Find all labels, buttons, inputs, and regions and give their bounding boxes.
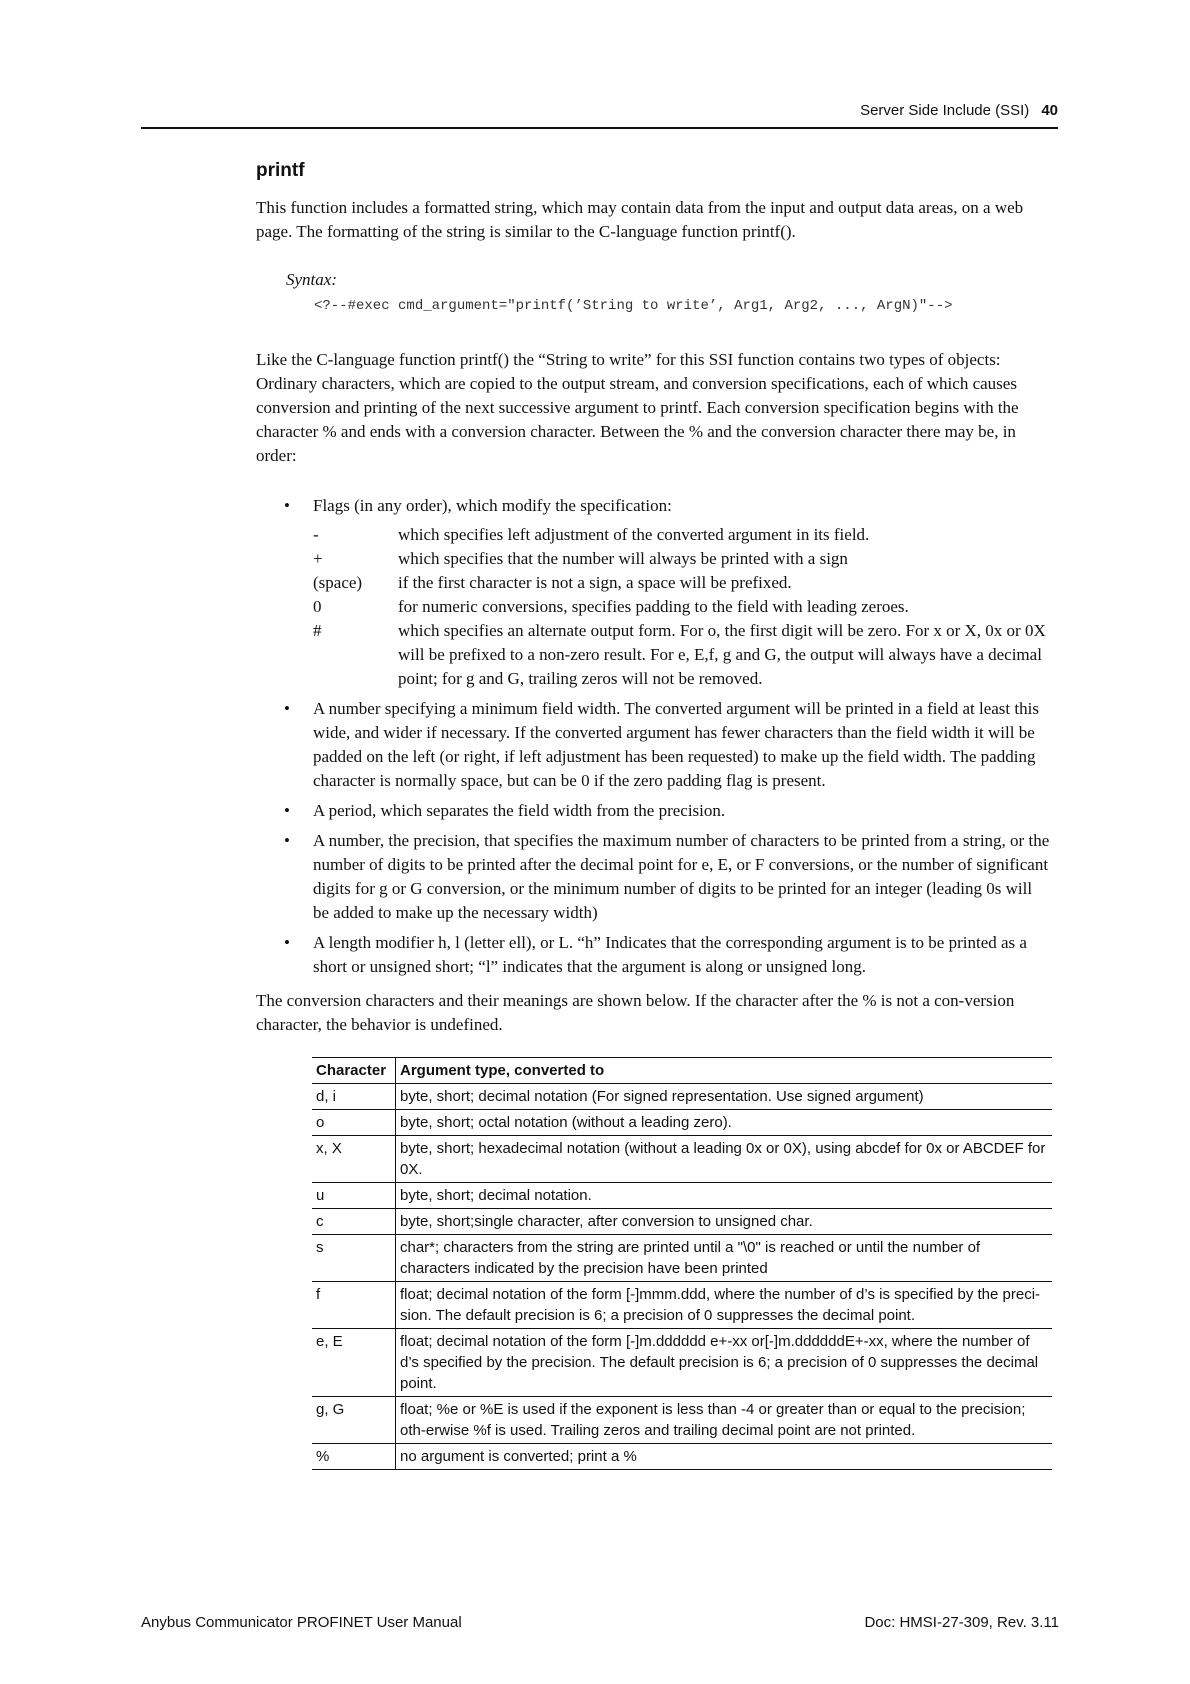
cell-character: c [312,1209,396,1235]
cell-character: d, i [312,1084,396,1110]
cell-argument-type: byte, short; decimal notation (For signed representation. Use signed argument) [396,1084,1053,1110]
running-header [860,102,1058,119]
flag-symbol: # [313,621,322,640]
specification-list [256,494,1052,979]
table-row [312,1084,1052,1110]
header-rule [141,127,1058,129]
table-header-row [312,1058,1052,1084]
bullet-text: A period, which separates the field width from the precision. [313,801,726,820]
flag-description: for numeric conversions, specifies padding to the field with leading zeroes. [398,597,909,616]
bullet-dot: • [284,699,290,718]
flag-description: which specifies an alternate output form. For o, the first digit will be zero. For x or X, 0x or 0X will be prefixed to a non-zero result. For e, E,f, g and G, the output will always have a decimal point; for g and G, trailing zeros will not be removed. [398,621,1046,688]
flag-description: if the first character is not a sign, a space will be prefixed. [398,573,792,592]
cell-argument-type: float; decimal notation of the form [-]mmm.ddd, where the number of d’s is specified by the preci-sion. The default precision is 6; a precision of 0 suppresses the decimal point. [396,1282,1053,1329]
page-content [256,160,1052,1470]
cell-argument-type: float; decimal notation of the form [-]m.dddddd e+-xx or[-]m.ddddddE+-xx, where the number of d’s specified by the precision. The default precision is 6; a precision of 0 suppresses the decimal point. [396,1329,1053,1397]
cell-character: f [312,1282,396,1329]
cell-argument-type: byte, short; octal notation (without a leading zero). [396,1110,1053,1136]
cell-argument-type: byte, short; hexadecimal notation (without a leading 0x or 0X), using abcdef for 0x or ABCDEF for 0X. [396,1136,1053,1183]
bullet-text: Flags (in any order), which modify the specification: [313,496,672,515]
table-row [312,1235,1052,1282]
footer-manual-title: Anybus Communicator PROFINET User Manual [141,1614,462,1631]
cell-argument-type: float; %e or %E is used if the exponent is less than -4 or greater than or equal to the precision; oth-erwise %f is used. Trailing zeros and trailing decimal point are not printed. [396,1397,1053,1444]
syntax-label: Syntax: [286,270,337,289]
flag-row [313,571,1052,595]
page-number: 40 [1041,102,1058,119]
table-row [312,1329,1052,1397]
bullet-text: A number specifying a minimum field width. The converted argument will be printed in a field at least this wide, and wider if necessary. If the converted argument has fewer characters than the field width it will be padded on the left (or right, if left adjustment has been requested) to make up the field width. The padding character is normally space, but can be 0 if the zero padding flag is present. [313,699,1039,790]
list-item [256,799,1052,823]
page-footer [141,1614,1059,1631]
table-row [312,1282,1052,1329]
intro-paragraph: This function includes a formatted string, which may contain data from the input and output data areas, on a web page. The formatting of the string is similar to the C-language function printf(). [256,198,1024,241]
flag-description: which specifies left adjustment of the converted argument in its field. [398,525,870,544]
flag-symbol: (space) [313,573,363,592]
cell-character: x, X [312,1136,396,1183]
bullet-dot: • [284,933,290,952]
list-item [256,829,1052,925]
column-header-character: Character [312,1058,396,1084]
flag-row [313,523,1052,547]
flag-symbol: + [313,549,323,568]
description-paragraph: Like the C-language function printf() the “String to write” for this SSI function contains two types of objects: Ordinary characters, which are copied to the output stream, and conversion specifications, each of which causes conversion and printing of the next successive argument to printf. Each conversion specification begins with the character % and ends with a conversion character. Between the % and the conversion character there may be, in order: [256,350,1019,465]
table-row [312,1110,1052,1136]
cell-argument-type: char*; characters from the string are printed until a "\0" is reached or until the number of characters indicated by the precision have been printed [396,1235,1053,1282]
footer-doc-id: Doc: HMSI-27-309, Rev. 3.11 [864,1614,1059,1631]
flag-row [313,595,1052,619]
bullet-dot: • [284,831,290,850]
cell-character: e, E [312,1329,396,1397]
flag-symbol: - [313,525,319,544]
list-item [256,931,1052,979]
flag-row [313,619,1052,691]
cell-character: s [312,1235,396,1282]
table-row [312,1136,1052,1183]
header-section-title: Server Side Include (SSI) [860,102,1030,119]
conversion-table [312,1057,1052,1470]
cell-argument-type: byte, short;single character, after conversion to unsigned char. [396,1209,1053,1235]
table-row [312,1397,1052,1444]
list-item [256,697,1052,793]
table-row [312,1444,1052,1470]
section-title: printf [256,160,305,181]
bullet-text: A length modifier h, l (letter ell), or L. “h” Indicates that the corresponding argument is to be printed as a short or unsigned short; “l” indicates that the argument is along or unsigned long. [313,933,1027,976]
column-header-argument-type: Argument type, converted to [396,1058,1053,1084]
bullet-text: A number, the precision, that specifies the maximum number of characters to be printed from a string, or the number of digits to be printed after the decimal point for e, E, or F conversions, or the number of significant digits for g or G conversion, or the minimum number of digits to be printed for an integer (leading 0s will be added to make up the necessary width) [313,831,1050,922]
flag-description: which specifies that the number will always be printed with a sign [398,549,848,568]
cell-character: o [312,1110,396,1136]
list-item [256,494,1052,691]
flag-symbol: 0 [313,597,322,616]
table-row [312,1183,1052,1209]
syntax-code: <?--#exec cmd_argument="printf(’String to write’, Arg1, Arg2, ..., ArgN)"--> [314,298,953,314]
cell-character: u [312,1183,396,1209]
cell-character: % [312,1444,396,1470]
cell-argument-type: no argument is converted; print a % [396,1444,1053,1470]
table-row [312,1209,1052,1235]
flags-table [313,523,1052,691]
bullet-dot: • [284,496,290,515]
cell-argument-type: byte, short; decimal notation. [396,1183,1053,1209]
conversion-intro: The conversion characters and their meanings are shown below. If the character after the % is not a con-version character, the behavior is undefined. [256,991,1015,1034]
bullet-dot: • [284,801,290,820]
cell-character: g, G [312,1397,396,1444]
flag-row [313,547,1052,571]
